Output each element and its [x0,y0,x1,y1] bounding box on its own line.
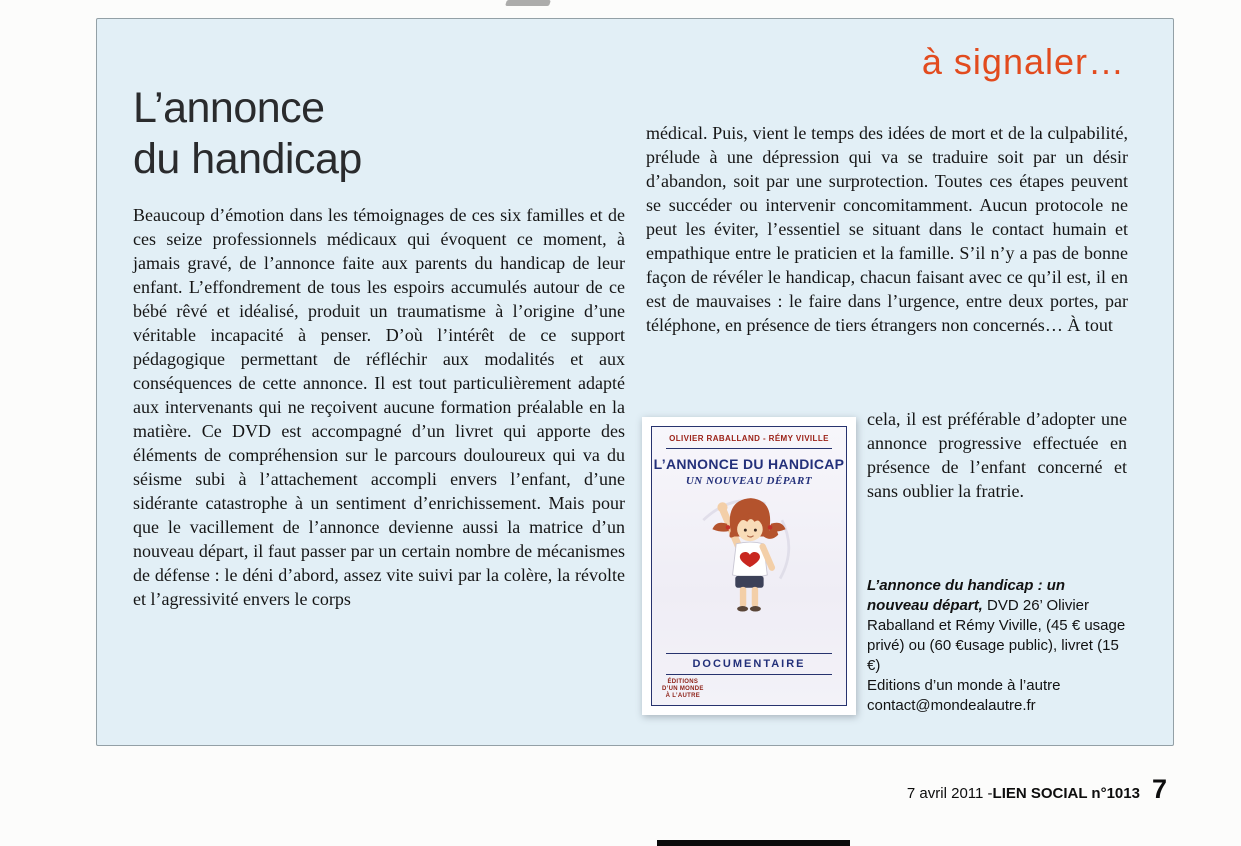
scan-artifact-bottom [657,840,850,846]
article-title-line1: L’annonce [133,84,325,132]
article-right-column-wrap: cela, il est préférable d’adopter une annonce progressive effectuée en présence de l’enfant concerné et sans oublier la fratrie. [867,409,1127,501]
footer-page-number: 7 [1151,774,1167,804]
caption-publisher: Editions d’un monde à l’autre [867,677,1061,694]
section-label: à signaler… [921,41,1125,82]
dvd-cover-illustration [690,489,808,617]
caption-lead: L’annonce du handicap : un nouveau départ, [867,577,1066,614]
dvd-cover [651,426,847,706]
dvd-publisher-logo [662,679,704,700]
dvd-publisher-line3: À L’AUTRE [665,693,701,699]
footer-date: 7 avril 2011 - [906,785,993,802]
scan-artifact-top [505,0,551,6]
dvd-title: L’ANNONCE DU HANDICAP [653,456,845,472]
article-title-line2: du handicap [133,135,362,183]
dvd-publisher-line1: ÉDITIONS [667,679,699,685]
page-footer [907,774,1167,805]
caption-body: DVD 26’ Olivier Raballand et Rémy Viville, (45 € usage privé) ou (60 €usage public), livret (15 €) [867,597,1126,674]
article-title [133,83,362,185]
dvd-publisher-line2: D’UN MONDE [662,686,704,692]
footer-magazine: LIEN SOCIAL n°1013 [992,785,1140,802]
article-right-column-top: médical. Puis, vient le temps des idées de mort et de la culpabilité, prélude à une dépression qui va se traduire soit par un désir d’abandon, soit par une surprotection. Toutes ces étapes peuvent se succéder ou intervenir concomitamment. Aucun protocole ne peut les éviter, l’essentiel se situant dans le contact humain et empathique entre le praticien et la famille. S’il n’y a pas de bonne façon de révéler le handicap, chacun faisant avec ce qu’il est, il en est de mauvaises : le faire dans l’urgence, entre deux portes, par téléphone, en présence de tiers étrangers non concernés… À tout [646,123,1128,335]
dvd-cover-photo [642,417,856,715]
article-left-column: Beaucoup d’émotion dans les témoignages de ces six familles et de ces seize professionnels médicaux qui évoquent ce moment, à jamais gravé, de l’annonce faite aux parents du handicap de leur enfant. L’effondrement de tous les espoirs accumulés autour de ce bébé rêvé et idéalisé, produit un traumatisme à l’origine d’une véritable incapacité à penser. D’où l’intérêt de ce support pédagogique permettant de réfléchir aux modalités et aux conséquences de cette annonce. Il est tout particulièrement adapté aux intervenants qui ne reçoivent aucune formation préalable en la matière. Ce DVD est accompagné d’un livret qui apporte des éléments de compréhension sur le parcours douloureux qui va du séisme subi à l’attachement accompli envers l’enfant, d’une sidérante catastrophe à un sentiment d’enrichissement. Mais pour que le vacillement de l’annonce devienne aussi la matrice d’un nouveau départ, il faut passer par un certain nombre de mécanismes de défense : le déni d’abord, assez vite suivi par la colère, la révolte et l’agressivité envers le corps [133,205,625,609]
caption-block [867,576,1129,716]
dvd-authors: OLIVIER RABALLAND - RÉMY VIVILLE [666,434,833,449]
content-panel [96,18,1174,746]
dvd-genre-label: DOCUMENTAIRE [666,653,833,675]
dvd-subtitle: UN NOUVEAU DÉPART [685,475,813,487]
caption-contact: contact@mondealautre.fr [867,697,1036,714]
